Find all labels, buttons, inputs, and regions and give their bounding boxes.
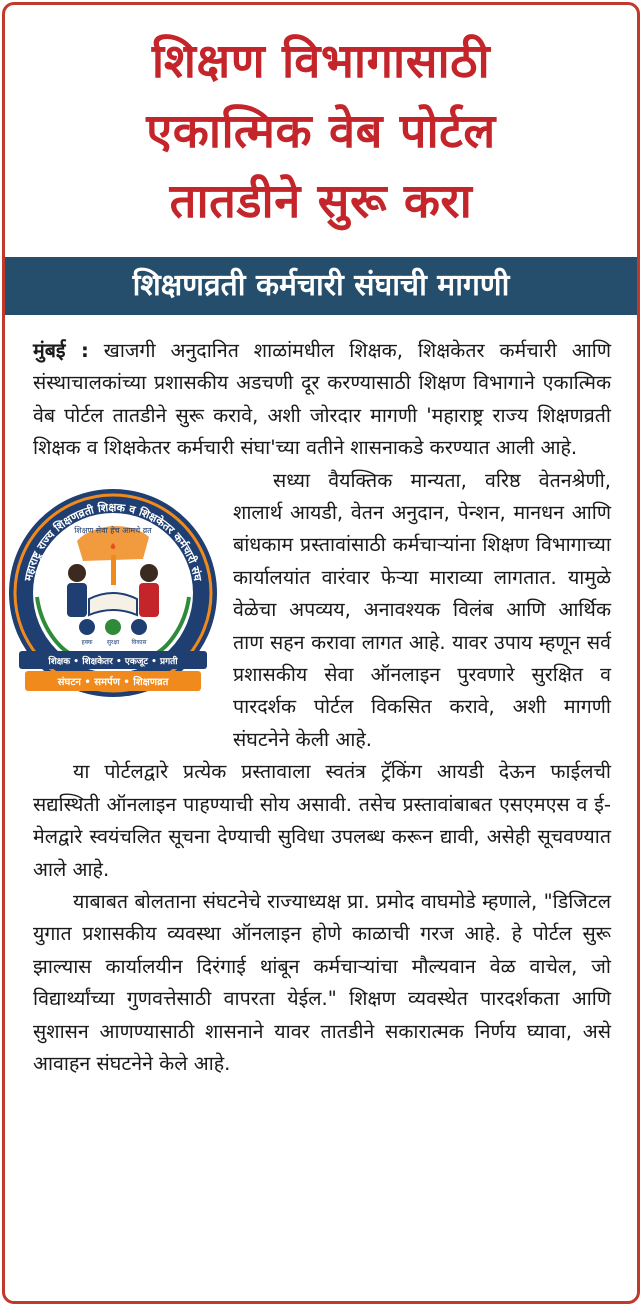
logo-ribbon-2-text: संघटन • समर्पण • शिक्षणव्रत	[57, 676, 169, 688]
teacher-figure-2-body	[139, 583, 159, 617]
logo-ring-text: महाराष्ट्र राज्य शिक्षणव्रती शिक्षक व शिक्षकेतर कर्मचारी संघ	[21, 500, 205, 582]
paragraph-2: सध्या वैयक्तिक मान्यता, वरिष्ठ वेतनश्रेणी, शालार्थ आयडी, वेतन अनुदान, पेन्शन, मानधन आणि बांधकाम प्रस्तावांसाठी कर्मचाऱ्यांना शिक्षण विभागाच्या कार्यालयांत वारंवार फेऱ्या माराव्या लागतात. यामुळे वेळेचा अपव्यय, अनावश्यक विलंब आणि आर्थिक ताण सहन करावा लागत आहे. यावर उपाय म्हणून सर्व प्रशासकीय सेवा ऑनलाइन पुरवणारे सुरक्षित व पारदर्शक पोर्टल विकसित करावे, अशी मागणी संघटनेने केली आहे.	[233, 468, 611, 751]
subheadline-bar	[5, 257, 637, 315]
paragraph-1	[33, 335, 611, 465]
paragraph-3: या पोर्टलद्वारे प्रत्येक प्रस्तावाला स्वतंत्र ट्रॅकिंग आयडी देऊन फाईलची सद्यस्थिती ऑनलाइन पाहण्याची सोय असावी. तसेच प्रस्तावांबाबत एसएमएस व ई-मेलद्वारे स्वयंचलित सूचना देण्याची सुविधा उपलब्ध करून द्यावी, असेही सूचवण्यात आले आहे.	[33, 760, 611, 881]
icon-label-2: सुरक्षा	[106, 638, 120, 646]
teacher-figure-head	[68, 564, 86, 582]
headline-line-2: एकात्मिक वेब पोर्टल	[146, 104, 496, 159]
logo-tagline: शिक्षण सेवा हेच आमचे व्रत	[74, 525, 152, 535]
growth-icon	[131, 619, 147, 635]
headline-line-1: शिक्षण विभागासाठी	[151, 34, 491, 89]
icon-label-3: विकास	[131, 638, 147, 646]
logo-ribbon-1-text: शिक्षक • शिक्षकेतर • एकजूट • प्रगती	[48, 656, 178, 667]
subheadline: शिक्षणव्रती कर्मचारी संघाची मागणी	[132, 268, 510, 303]
paragraph-1-text: खाजगी अनुदानित शाळांमधील शिक्षक, शिक्षकेतर कर्मचारी आणि संस्थाचालकांच्या प्रशासकीय अडचणी दूर करण्यासाठी शिक्षण विभागाने एकात्मिक वेब पोर्टल तातडीने सुरू करावे, अशी जोरदार मागणी 'महाराष्ट्र राज्य शिक्षणव्रती शिक्षक व शिक्षकेतर कर्मचारी संघा'च्या वतीने शासनाकडे करण्यात आली आहे.	[33, 339, 611, 460]
logo-emblem	[7, 477, 219, 709]
dateline: मुंबई :	[33, 339, 89, 362]
news-clipping	[2, 2, 640, 1304]
teacher-figure-body	[67, 583, 87, 617]
teacher-figure-2-head	[140, 564, 158, 582]
headline	[5, 27, 637, 237]
icon-label-1: हक्क	[81, 638, 93, 646]
security-icon	[105, 619, 121, 635]
paragraph-4: याबाबत बोलताना संघटनेचे राज्याध्यक्ष प्रा. प्रमोद वाघमोडे म्हणाले, "डिजिटल युगात प्रशासकीय व्यवस्था ऑनलाइन होणे काळाची गरज आहे. हे पोर्टल सुरू झाल्यास कार्यालयीन दिरंगाई थांबून कर्मचाऱ्यांचा मौल्यवान वेळ वाचेल, जो विद्यार्थ्यांच्या गुणवत्तेसाठी वापरता येईल." शिक्षण व्यवस्थेत पारदर्शकता आणि सुशासन आणण्यासाठी शासनाने यावर तातडीने सकारात्मक निर्णय घ्यावा, असे आवाहन संघटनेने केले आहे.	[33, 889, 611, 1075]
headline-line-3: तातडीने सुरू करा	[169, 174, 473, 229]
torch-icon	[111, 555, 116, 585]
organization-logo	[7, 467, 219, 733]
rights-icon	[79, 619, 95, 635]
article-body	[21, 335, 611, 1080]
